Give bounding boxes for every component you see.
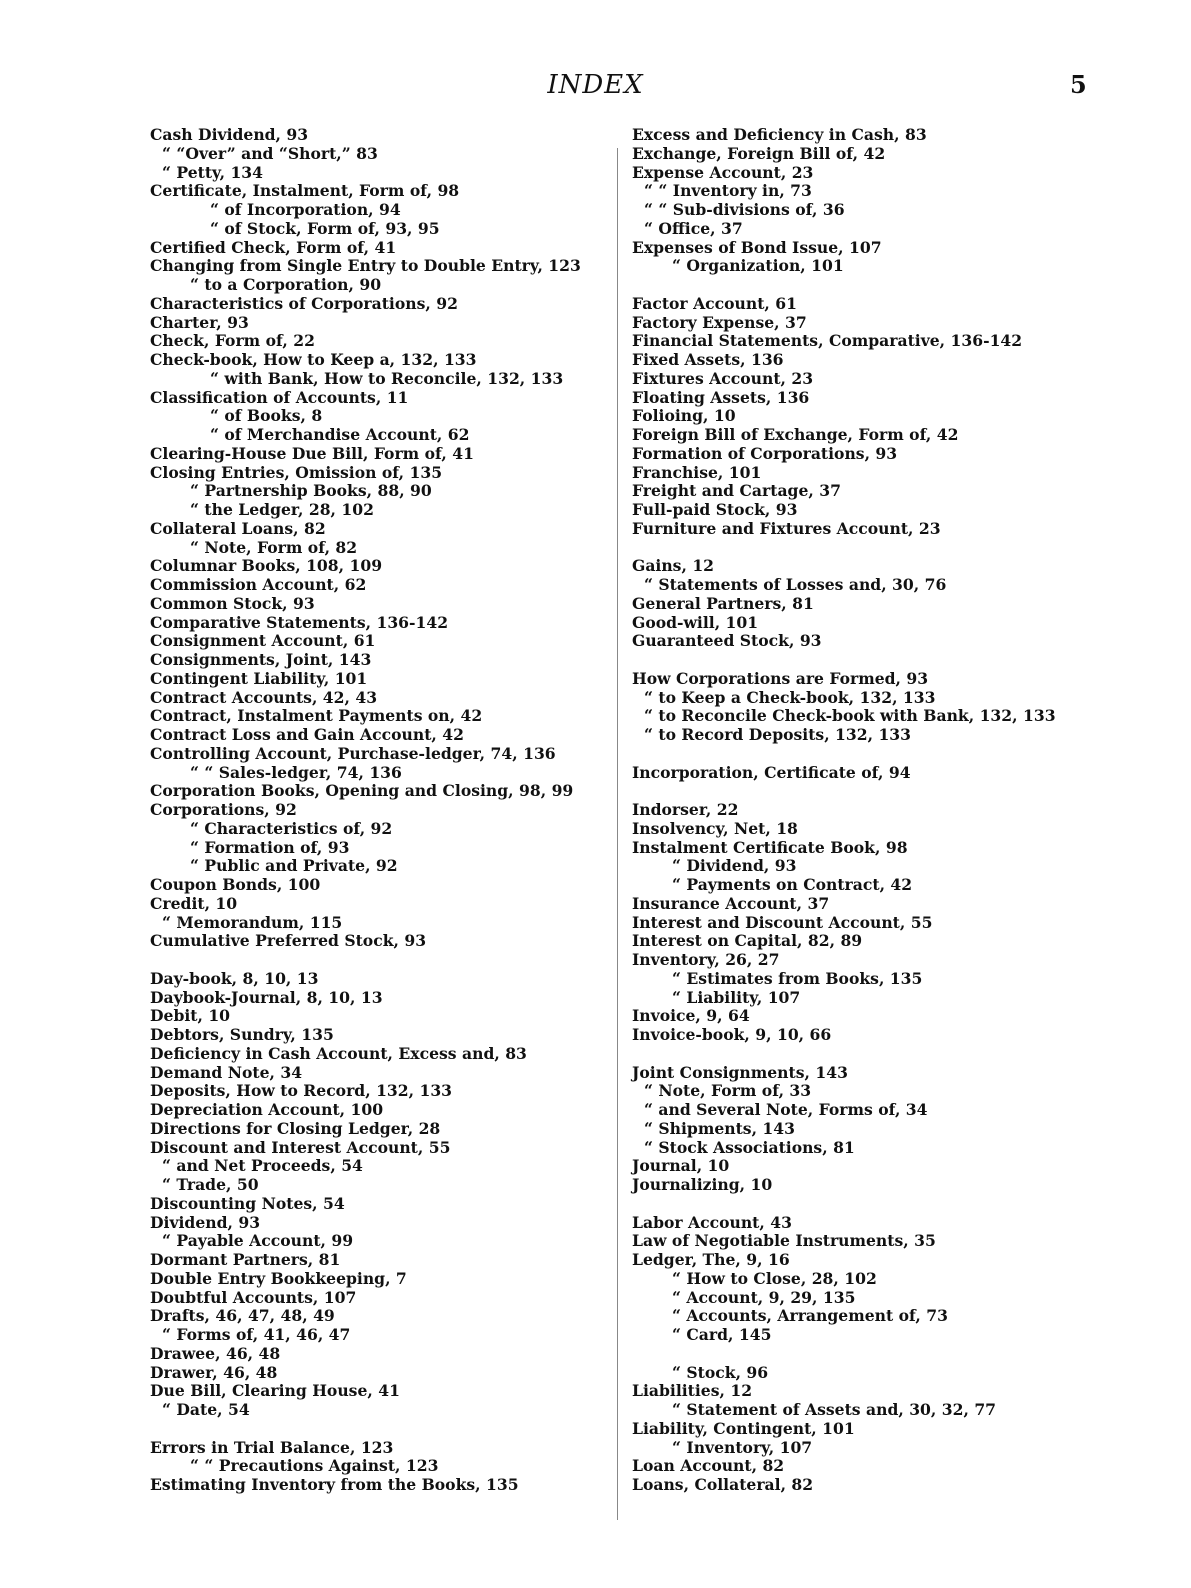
index-entry: Guaranteed Stock, 93	[632, 631, 822, 651]
index-entry: Collateral Loans, 82	[150, 518, 326, 538]
index-entry: “ to Keep a Check-book, 132, 133	[644, 687, 936, 707]
index-entry: “ Statement of Assets and, 30, 32, 77	[672, 1400, 997, 1419]
index-entry: “ Payments on Contract, 42	[672, 875, 913, 894]
index-entry: Full-paid Stock, 93	[632, 500, 798, 519]
index-entry: “ Petty, 134	[162, 162, 264, 182]
index-entry: Interest on Capital, 82, 89	[632, 931, 863, 951]
index-entry: How Corporations are Formed, 93	[632, 668, 929, 688]
index-entry: “ Memorandum, 115	[162, 912, 343, 932]
index-entry: Daybook-Journal, 8, 10, 13	[150, 987, 383, 1007]
index-entry: “ “ Inventory in, 73	[644, 181, 812, 201]
index-entry: General Partners, 81	[632, 593, 814, 613]
index-entry: Check-book, How to Keep a, 132, 133	[150, 350, 477, 369]
index-entry: Discounting Notes, 54	[150, 1193, 345, 1213]
index-entry: Deposits, How to Record, 132, 133	[150, 1081, 453, 1101]
index-entry: Good-will, 101	[632, 612, 759, 632]
index-entry: Gains, 12	[632, 556, 715, 576]
index-entry: “ to Reconcile Check-book with Bank, 132, 133	[644, 706, 1056, 726]
index-entry: Double Entry Bookkeeping, 7	[150, 1268, 407, 1288]
index-entry: Credit, 10	[150, 893, 238, 913]
index-entry: Expense Account, 23	[632, 162, 814, 182]
index-entry: Check, Form of, 22	[150, 331, 315, 351]
index-entry: Foreign Bill of Exchange, Form of, 42	[632, 425, 959, 444]
index-entry: Consignments, Joint, 143	[150, 650, 372, 669]
index-entry: “ and Net Proceeds, 54	[162, 1156, 363, 1176]
index-entry: Discount and Interest Account, 55	[150, 1137, 451, 1157]
index-entry: Dividend, 93	[150, 1212, 261, 1232]
index-entry: Depreciation Account, 100	[150, 1100, 384, 1119]
index-entry: “ Dividend, 93	[672, 856, 797, 876]
index-entry: Characteristics of Corporations, 92	[150, 293, 458, 313]
index-entry: “ Liability, 107	[672, 987, 801, 1007]
index-gap	[632, 1045, 1152, 1064]
index-entry: Labor Account, 43	[632, 1212, 792, 1232]
index-entry: “ Note, Form of, 82	[190, 537, 358, 557]
index-entry: Floating Assets, 136	[632, 387, 810, 407]
index-entry: Debit, 10	[150, 1006, 231, 1026]
index-entry: Furniture and Fixtures Account, 23	[632, 518, 941, 538]
index-entry: “ of Merchandise Account, 62	[210, 425, 470, 444]
index-entry: Corporation Books, Opening and Closing, 98, 99	[150, 781, 574, 801]
index-gap	[632, 651, 1152, 670]
index-entry: Coupon Bonds, 100	[150, 875, 321, 894]
index-entry: “ “ Sub-divisions of, 36	[644, 200, 845, 219]
index-entry: “ and Several Note, Forms of, 34	[644, 1100, 928, 1119]
index-entry: “ Shipments, 143	[644, 1118, 795, 1138]
index-entry: Drawer, 46, 48	[150, 1362, 278, 1382]
index-entry: “ Organization, 101	[672, 256, 844, 276]
index-entry: “ Trade, 50	[162, 1175, 259, 1194]
index-gap	[150, 1420, 620, 1439]
index-entry: Changing from Single Entry to Double Entry, 123	[150, 256, 581, 276]
index-entry: Errors in Trial Balance, 123	[150, 1437, 394, 1457]
index-entry: Invoice, 9, 64	[632, 1006, 750, 1026]
index-entry: “ Note, Form of, 33	[644, 1081, 812, 1101]
page-number: 5	[1070, 70, 1087, 99]
index-entry: “ Forms of, 41, 46, 47	[162, 1325, 351, 1344]
index-entry: Directions for Closing Ledger, 28	[150, 1118, 441, 1138]
index-entry: “ of Books, 8	[210, 406, 323, 426]
index-entry: Formation of Corporations, 93	[632, 443, 898, 463]
index-entry: Controlling Account, Purchase-ledger, 74, 136	[150, 743, 556, 763]
index-entry: Journalizing, 10	[632, 1175, 773, 1194]
index-column-right	[632, 126, 1152, 1495]
index-gap	[632, 1195, 1152, 1214]
index-entry: Insolvency, Net, 18	[632, 818, 798, 838]
index-entry: Instalment Certificate Book, 98	[632, 837, 908, 857]
index-entry: “ “ Precautions Against, 123	[190, 1456, 439, 1476]
index-entry: Loans, Collateral, 82	[632, 1475, 814, 1494]
index-entry: Day-book, 8, 10, 13	[150, 968, 319, 988]
index-entry: “ Estimates from Books, 135	[672, 968, 923, 988]
index-entry: “ Stock Associations, 81	[644, 1137, 855, 1157]
index-entry: Joint Consignments, 143	[632, 1062, 848, 1082]
index-entry: “ “Over” and “Short,” 83	[162, 143, 378, 163]
index-gap	[632, 539, 1152, 558]
index-entry: “ Partnership Books, 88, 90	[190, 481, 432, 501]
index-entry: Excess and Deficiency in Cash, 83	[632, 125, 927, 144]
column-divider	[617, 148, 618, 1520]
index-entry: Law of Negotiable Instruments, 35	[632, 1231, 936, 1251]
index-gap	[632, 276, 1152, 295]
index-entry: “ How to Close, 28, 102	[672, 1268, 877, 1288]
index-gap	[632, 782, 1152, 801]
index-entry: “ Characteristics of, 92	[190, 818, 393, 838]
index-entry: “ Office, 37	[644, 218, 743, 238]
index-entry: Common Stock, 93	[150, 593, 315, 613]
page-title: INDEX	[547, 70, 644, 100]
index-entry: Exchange, Foreign Bill of, 42	[632, 143, 886, 163]
index-entry: Liabilities, 12	[632, 1381, 753, 1401]
index-entry: Insurance Account, 37	[632, 893, 830, 913]
index-entry: Ledger, The, 9, 16	[632, 1250, 790, 1269]
index-entry: Contract, Instalment Payments on, 42	[150, 706, 483, 726]
index-entry: Debtors, Sundry, 135	[150, 1025, 334, 1044]
index-entry: Commission Account, 62	[150, 575, 367, 594]
index-entry: Factor Account, 61	[632, 293, 797, 313]
index-entry: Fixed Assets, 136	[632, 350, 784, 369]
index-entry: Due Bill, Clearing House, 41	[150, 1381, 400, 1401]
index-entry: Cash Dividend, 93	[150, 125, 309, 144]
index-entry: Doubtful Accounts, 107	[150, 1287, 357, 1307]
index-entry: Folioing, 10	[632, 406, 736, 426]
index-entry: “ to Record Deposits, 132, 133	[644, 725, 912, 744]
index-entry: Interest and Discount Account, 55	[632, 912, 933, 932]
index-entry: “ Statements of Losses and, 30, 76	[644, 575, 947, 594]
index-entry: Inventory, 26, 27	[632, 950, 780, 969]
index-entry: “ Account, 9, 29, 135	[672, 1287, 856, 1307]
index-gap	[632, 745, 1152, 764]
index-entry: Contract Loss and Gain Account, 42	[150, 725, 464, 744]
index-entry: “ Card, 145	[672, 1325, 772, 1344]
index-entry: Drafts, 46, 47, 48, 49	[150, 1306, 335, 1326]
index-entry: Franchise, 101	[632, 462, 762, 482]
index-entry: “ of Incorporation, 94	[210, 200, 401, 219]
index-entry: “ Date, 54	[162, 1400, 250, 1419]
index-entry: Contingent Liability, 101	[150, 668, 368, 688]
index-entry: Corporations, 92	[150, 800, 297, 819]
index-entry: “ Stock, 96	[672, 1362, 769, 1382]
index-entry: Dormant Partners, 81	[150, 1250, 341, 1269]
index-entry: Contract Accounts, 42, 43	[150, 687, 378, 707]
index-entry: “ Public and Private, 92	[190, 856, 398, 876]
index-entry: Cumulative Preferred Stock, 93	[150, 931, 427, 951]
index-entry: Classification of Accounts, 11	[150, 387, 409, 407]
index-entry: Consignment Account, 61	[150, 631, 376, 651]
index-column-left	[150, 126, 620, 1495]
index-entry: Demand Note, 34	[150, 1062, 303, 1082]
index-entry: Certified Check, Form of, 41	[150, 237, 397, 257]
index-entry: Incorporation, Certificate of, 94	[632, 762, 911, 782]
index-entry: “ with Bank, How to Reconcile, 132, 133	[210, 368, 564, 388]
index-entry: “ “ Sales-ledger, 74, 136	[190, 762, 402, 782]
index-entry: “ the Ledger, 28, 102	[190, 500, 374, 519]
index-entry: Comparative Statements, 136-142	[150, 612, 449, 632]
index-entry: Liability, Contingent, 101	[632, 1418, 855, 1438]
index-entry: Columnar Books, 108, 109	[150, 556, 383, 576]
index-gap	[632, 1345, 1152, 1364]
index-entry: Fixtures Account, 23	[632, 368, 814, 388]
index-gap	[150, 951, 620, 970]
index-entry: Deficiency in Cash Account, Excess and, 83	[150, 1043, 527, 1063]
index-entry: Drawee, 46, 48	[150, 1343, 281, 1363]
index-entry: Certificate, Instalment, Form of, 98	[150, 181, 460, 201]
index-entry: Closing Entries, Omission of, 135	[150, 462, 443, 482]
index-entry: Expenses of Bond Issue, 107	[632, 237, 882, 257]
index-entry: Factory Expense, 37	[632, 312, 807, 332]
index-entry: Charter, 93	[150, 312, 249, 332]
index-entry: Indorser, 22	[632, 800, 739, 819]
index-entry: “ Formation of, 93	[190, 837, 350, 857]
index-entry: Clearing-House Due Bill, Form of, 41	[150, 443, 474, 463]
index-entry: Invoice-book, 9, 10, 66	[632, 1025, 832, 1044]
index-entry: Financial Statements, Comparative, 136-142	[632, 331, 1023, 351]
index-entry: “ of Stock, Form of, 93, 95	[210, 218, 440, 238]
index-entry: Journal, 10	[632, 1156, 730, 1176]
index-entry: Freight and Cartage, 37	[632, 481, 841, 501]
index-entry: “ to a Corporation, 90	[190, 275, 382, 294]
index-entry: Estimating Inventory from the Books, 135	[150, 1475, 519, 1494]
index-entry: “ Accounts, Arrangement of, 73	[672, 1306, 948, 1326]
index-entry: “ Payable Account, 99	[162, 1231, 354, 1251]
index-entry: Loan Account, 82	[632, 1456, 785, 1476]
index-entry: “ Inventory, 107	[672, 1437, 813, 1457]
